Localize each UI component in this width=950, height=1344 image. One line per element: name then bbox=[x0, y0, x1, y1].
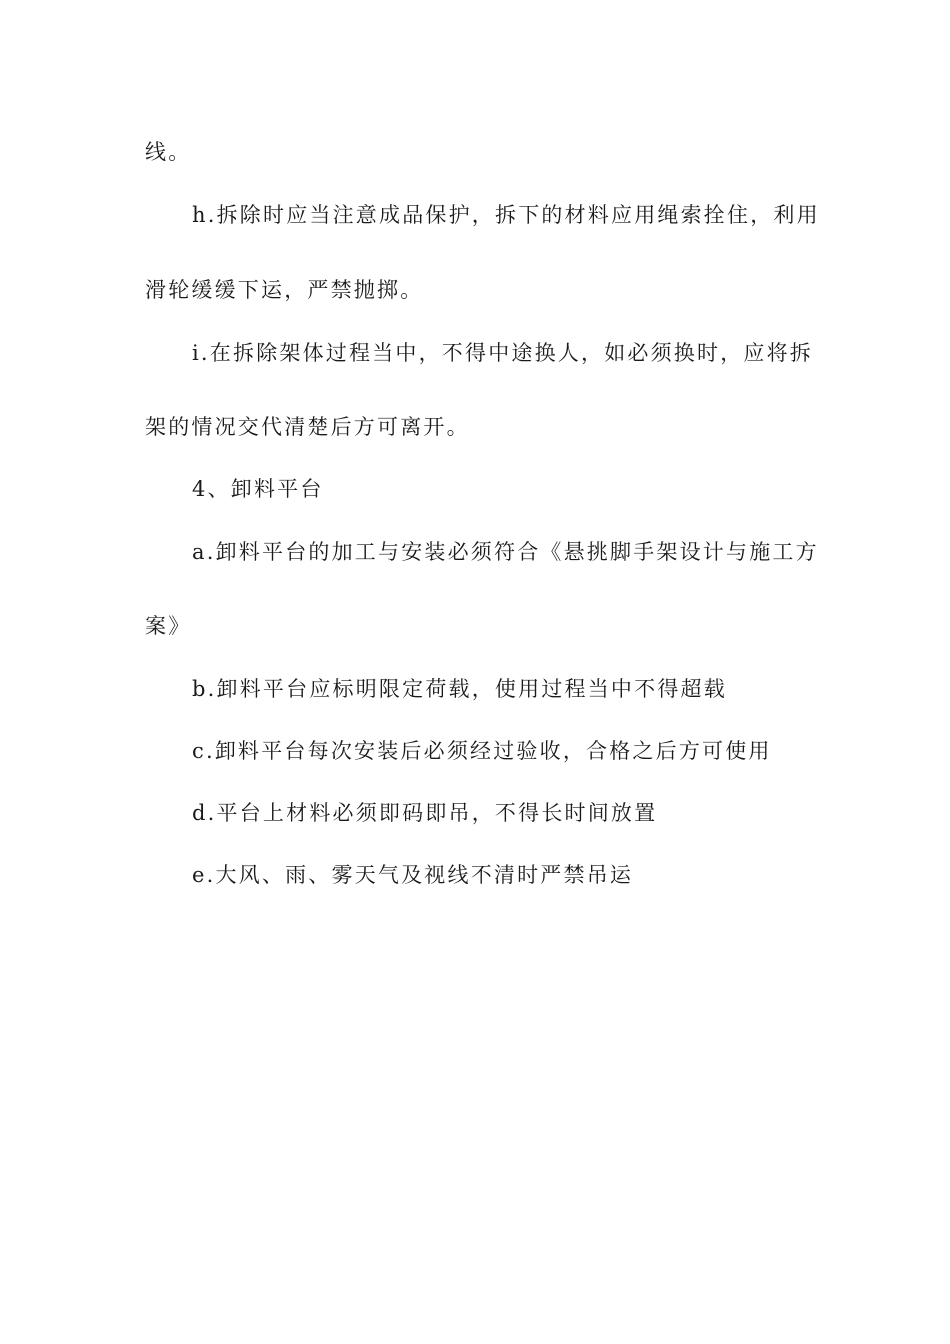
paragraph-continuation-line: 线。 bbox=[145, 140, 192, 164]
paragraph-item-b: b.卸料平台应标明限定荷载，使用过程当中不得超载 bbox=[192, 677, 727, 701]
paragraph-item-c: c.卸料平台每次安装后必须经过验收，合格之后方可使用 bbox=[192, 739, 772, 763]
paragraph-item-h: h.拆除时应当注意成品保护，拆下的材料应用绳索拴住，利用 bbox=[192, 203, 820, 227]
paragraph-item-e: e.大风、雨、雾天气及视线不清时严禁吊运 bbox=[192, 863, 634, 887]
paragraph-item-i-continuation: 架的情况交代清楚后方可离开。 bbox=[145, 415, 470, 439]
section-heading-unloading-platform: 4、卸料平台 bbox=[192, 477, 324, 501]
paragraph-item-h-continuation: 滑轮缓缓下运，严禁抛掷。 bbox=[145, 278, 424, 302]
paragraph-item-a-continuation: 案》 bbox=[145, 614, 192, 638]
paragraph-item-i: i.在拆除架体过程当中，不得中途换人，如必须换时，应将拆 bbox=[192, 341, 813, 365]
paragraph-item-d: d.平台上材料必须即码即吊，不得长时间放置 bbox=[192, 801, 658, 825]
paragraph-item-a: a.卸料平台的加工与安装必须符合《悬挑脚手架设计与施工方 bbox=[192, 540, 819, 564]
